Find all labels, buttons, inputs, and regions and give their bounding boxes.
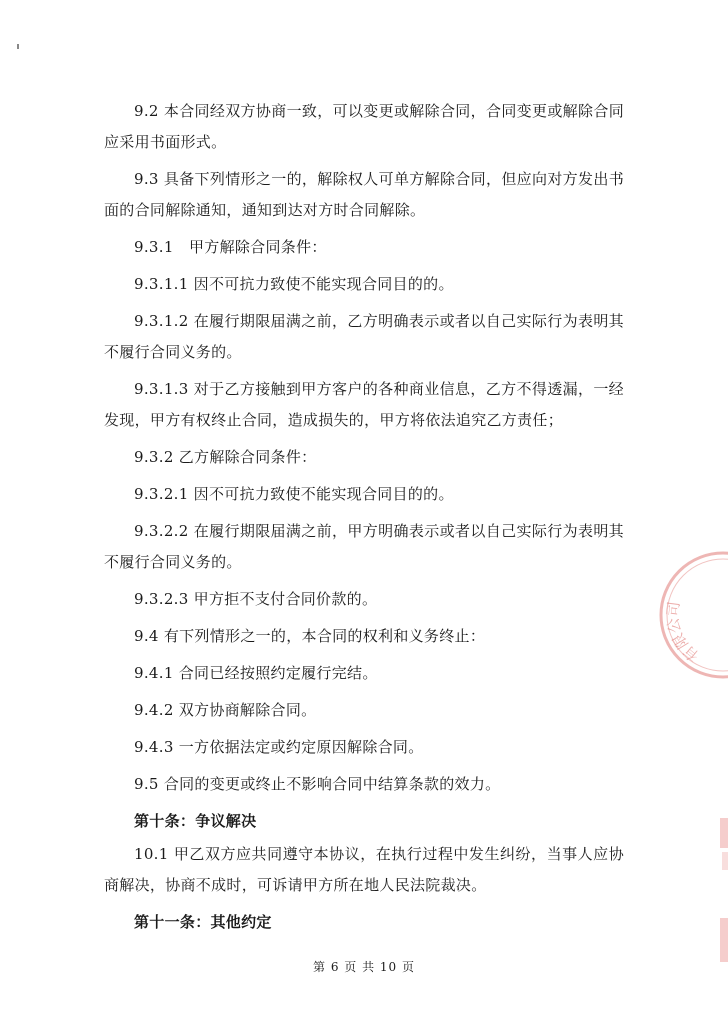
clause-9-3-2-1: 9.3.2.1 因不可抗力致使不能实现合同目的的。 bbox=[134, 485, 454, 503]
scan-speck bbox=[17, 44, 19, 49]
clause-9-3: 9.3 具备下列情形之一的，解除权人可单方解除合同，但应向对方发出书面的合同解除通知，通知到达对方时合同解除。 bbox=[104, 170, 624, 219]
svg-text:有限公司 bbox=[648, 594, 719, 667]
clause-9-4-3: 9.4.3 一方依据法定或约定原因解除合同。 bbox=[134, 738, 424, 756]
clause-9-3-1-2: 9.3.1.2 在履行期限届满之前，乙方明确表示或者以自己实际行为表明其不履行合同义务的。 bbox=[104, 312, 624, 361]
page-footer: 第 6 页 共 10 页 bbox=[313, 960, 415, 974]
seal-text: 有限公司 bbox=[663, 600, 703, 666]
clause-9-3-2-3: 9.3.2.3 甲方拒不支付合同价款的。 bbox=[134, 590, 378, 608]
clause-9-5: 9.5 合同的变更或终止不影响合同中结算条款的效力。 bbox=[134, 775, 501, 793]
clause-9-3-1-3: 9.3.1.3 对于乙方接触到甲方客户的各种商业信息，乙方不得透漏，一经发现，甲方有权终止合同，造成损失的，甲方将依法追究乙方责任； bbox=[104, 380, 624, 429]
article-11-heading: 第十一条：其他约定 bbox=[134, 913, 272, 931]
clause-9-3-1-1: 9.3.1.1 因不可抗力致使不能实现合同目的的。 bbox=[134, 275, 454, 293]
clause-10-1: 10.1 甲乙双方应共同遵守本协议，在执行过程中发生纠纷，当事人应协商解决，协商不成时，可诉请甲方所在地人民法院裁决。 bbox=[104, 845, 624, 894]
clause-9-4-2: 9.4.2 双方协商解除合同。 bbox=[134, 701, 317, 719]
clause-9-4: 9.4 有下列情形之一的，本合同的权利和义务终止： bbox=[134, 627, 486, 645]
article-10-heading: 第十条：争议解决 bbox=[134, 812, 257, 830]
seam-seal-stamp bbox=[714, 808, 728, 968]
clause-9-4-1: 9.4.1 合同已经按照约定履行完结。 bbox=[134, 664, 378, 682]
clause-9-3-2-2: 9.3.2.2 在履行期限届满之前，甲方明确表示或者以自己实际行为表明其不履行合同义务的。 bbox=[104, 522, 624, 571]
document-body bbox=[104, 96, 624, 940]
clause-9-3-2: 9.3.2 乙方解除合同条件： bbox=[134, 448, 317, 466]
company-seal-stamp bbox=[648, 540, 728, 690]
clause-9-3-1: 9.3.1 甲方解除合同条件： bbox=[134, 238, 327, 256]
clause-9-2: 9.2 本合同经双方协商一致，可以变更或解除合同，合同变更或解除合同应采用书面形式。 bbox=[104, 102, 624, 151]
